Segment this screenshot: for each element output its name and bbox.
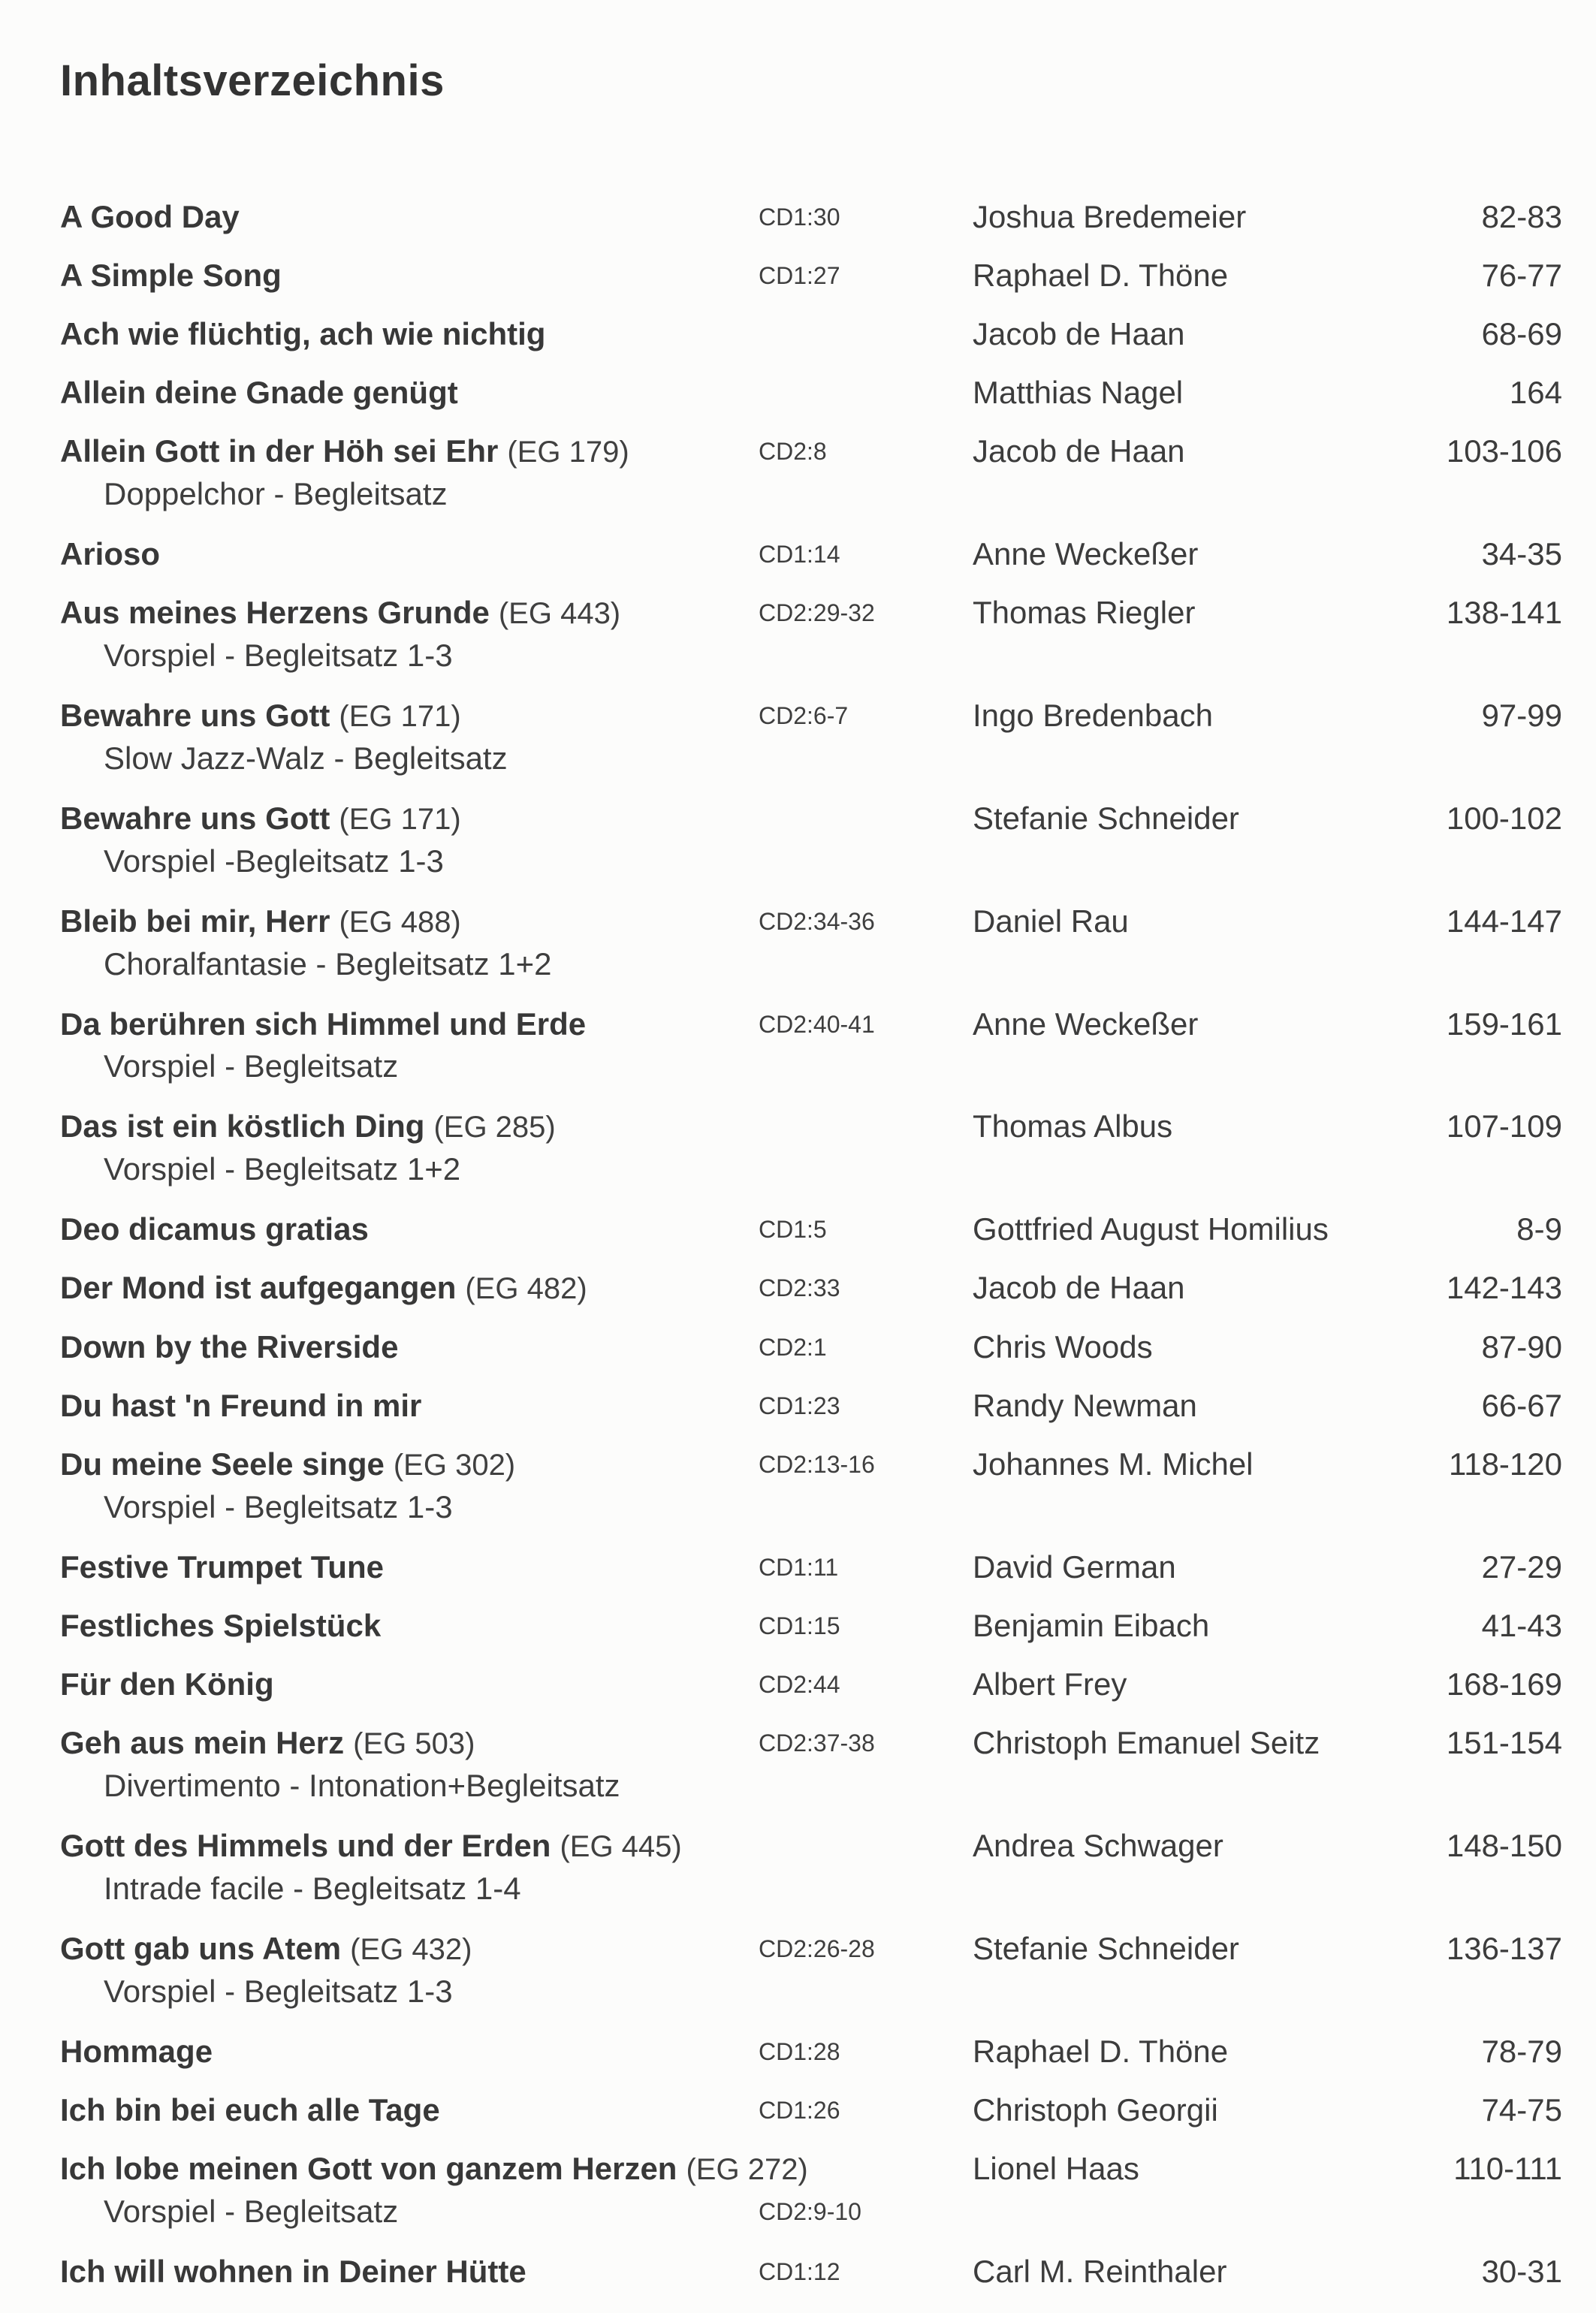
entry-composer: Stefanie Schneider xyxy=(973,801,1239,836)
entry-subtitle: Vorspiel - Begleitsatz 1-3 xyxy=(104,1489,453,1524)
entry-page-numbers: 110-111 xyxy=(1453,2151,1562,2186)
entry-main-line xyxy=(60,372,1562,413)
toc-entry xyxy=(60,2031,1562,2072)
entry-subtitle: Vorspiel - Begleitsatz xyxy=(104,1048,399,1084)
entry-main-line xyxy=(60,2090,1562,2131)
toc-entry xyxy=(60,1547,1562,1588)
entry-page-numbers: 148-150 xyxy=(1446,1828,1562,1863)
entry-page-numbers: 97-99 xyxy=(1481,698,1562,733)
entry-cd-ref: CD1:11 xyxy=(759,1554,839,1581)
entry-page-numbers: 138-141 xyxy=(1446,595,1562,630)
entry-subtitle: Doppelchor - Begleitsatz xyxy=(104,476,448,511)
entry-cd-ref: CD2:26-28 xyxy=(759,1935,875,1962)
entry-eg-number: (EG 482) xyxy=(465,1272,587,1305)
entry-main-line xyxy=(60,255,1562,296)
entry-cd-ref-subtitle: CD2:9-10 xyxy=(759,2198,861,2225)
entry-main-line xyxy=(60,901,1562,942)
entry-title: Allein Gott in der Höh sei Ehr xyxy=(60,433,499,469)
entry-page-numbers: 27-29 xyxy=(1481,1549,1562,1585)
entry-composer: Benjamin Eibach xyxy=(973,1608,1210,1643)
entry-cd-ref: CD2:8 xyxy=(759,438,827,465)
toc-entry xyxy=(60,901,1562,986)
entry-composer: Jacob de Haan xyxy=(973,1270,1185,1305)
entry-cd-ref: CD2:13-16 xyxy=(759,1451,875,1478)
entry-subtitle-line xyxy=(60,1045,1562,1088)
entry-composer: Daniel Rau xyxy=(973,903,1129,939)
entry-cd-ref: CD1:23 xyxy=(759,1392,840,1419)
entry-subtitle-line xyxy=(60,840,1562,883)
entry-cd-ref: CD1:14 xyxy=(759,541,840,568)
entry-main-line xyxy=(60,1004,1562,1045)
entry-title: Das ist ein köstlich Ding xyxy=(60,1108,425,1144)
entry-page-numbers: 107-109 xyxy=(1446,1108,1562,1144)
entry-page-numbers: 168-169 xyxy=(1446,1666,1562,1702)
entry-subtitle: Intrade facile - Begleitsatz 1-4 xyxy=(104,1871,521,1906)
entry-page-numbers: 144-147 xyxy=(1446,903,1562,939)
entry-eg-number: (EG 285) xyxy=(433,1111,556,1144)
entry-subtitle-line xyxy=(60,1970,1562,2013)
entry-page-numbers: 30-31 xyxy=(1481,2254,1562,2289)
entry-title: Geh aus mein Herz xyxy=(60,1725,345,1760)
entry-composer: Randy Newman xyxy=(973,1388,1197,1423)
entry-composer: Matthias Nagel xyxy=(973,375,1184,410)
entry-cd-ref: CD2:34-36 xyxy=(759,908,875,935)
entry-cd-ref: CD2:1 xyxy=(759,1334,827,1361)
entry-title: Bewahre uns Gott xyxy=(60,801,330,836)
entry-subtitle-line xyxy=(60,737,1562,780)
entry-main-line xyxy=(60,1386,1562,1426)
entry-page-numbers: 82-83 xyxy=(1481,199,1562,234)
entry-title: Bewahre uns Gott xyxy=(60,698,330,733)
entry-title: Aus meines Herzens Grunde xyxy=(60,595,490,630)
entry-eg-number: (EG 302) xyxy=(393,1449,516,1482)
entry-main-line xyxy=(60,1106,1562,1147)
toc-entry xyxy=(60,1444,1562,1529)
toc-entry xyxy=(60,1106,1562,1191)
entry-composer: Anne Weckeßer xyxy=(973,536,1199,571)
toc-entry xyxy=(60,431,1562,516)
entry-eg-number: (EG 488) xyxy=(339,906,461,939)
entry-cd-ref: CD2:29-32 xyxy=(759,599,875,626)
entry-main-line xyxy=(60,798,1562,840)
entry-title: Du meine Seele singe xyxy=(60,1446,385,1482)
toc-entry xyxy=(60,2251,1562,2292)
entry-subtitle: Vorspiel - Begleitsatz 1-3 xyxy=(104,638,453,673)
toc-entry xyxy=(60,1327,1562,1368)
entry-composer: Thomas Riegler xyxy=(973,595,1196,630)
toc-entry xyxy=(60,1268,1562,1309)
entry-composer: Joshua Bredemeier xyxy=(973,199,1247,234)
entry-title: Da berühren sich Himmel und Erde xyxy=(60,1006,587,1042)
toc-entry xyxy=(60,2090,1562,2131)
entry-main-line xyxy=(60,1268,1562,1309)
entry-page-numbers: 87-90 xyxy=(1481,1329,1562,1365)
entry-title: Ich bin bei euch alle Tage xyxy=(60,2092,440,2128)
entry-composer: Jacob de Haan xyxy=(973,433,1185,469)
entry-composer: Thomas Albus xyxy=(973,1108,1173,1144)
entry-main-line xyxy=(60,1327,1562,1368)
entry-composer: Carl M. Reinthaler xyxy=(973,2254,1227,2289)
entry-title: Allein deine Gnade genügt xyxy=(60,375,458,410)
entry-composer: Albert Frey xyxy=(973,1666,1127,1702)
entry-main-line xyxy=(60,2031,1562,2072)
entry-page-numbers: 142-143 xyxy=(1446,1270,1562,1305)
toc-entry xyxy=(60,1209,1562,1250)
entry-eg-number: (EG 503) xyxy=(353,1727,475,1760)
toc-entry xyxy=(60,798,1562,883)
entry-eg-number: (EG 179) xyxy=(507,436,629,469)
entry-subtitle: Slow Jazz-Walz - Begleitsatz xyxy=(104,740,508,776)
entry-eg-number: (EG 445) xyxy=(560,1830,682,1863)
entry-cd-ref: CD1:27 xyxy=(759,262,840,289)
entry-title: Ach wie flüchtig, ach wie nichtig xyxy=(60,316,546,351)
entry-composer: Johannes M. Michel xyxy=(973,1446,1254,1482)
toc-entry xyxy=(60,314,1562,354)
entry-cd-ref: CD1:28 xyxy=(759,2038,840,2065)
entry-title: A Good Day xyxy=(60,199,240,234)
entry-title: Ich lobe meinen Gott von ganzem Herzen xyxy=(60,2151,677,2186)
toc-entry xyxy=(60,1664,1562,1705)
entry-cd-ref: CD1:15 xyxy=(759,1612,840,1639)
entry-page-numbers: 76-77 xyxy=(1481,258,1562,293)
entry-page-numbers: 100-102 xyxy=(1446,801,1562,836)
entry-eg-number: (EG 171) xyxy=(339,803,461,836)
entry-composer: David German xyxy=(973,1549,1176,1585)
toc-entry xyxy=(60,593,1562,677)
entry-title: Hommage xyxy=(60,2034,213,2069)
entry-subtitle-line xyxy=(60,942,1562,986)
entry-title: Festliches Spielstück xyxy=(60,1608,382,1643)
entry-eg-number: (EG 432) xyxy=(350,1933,472,1966)
toc-entry xyxy=(60,1929,1562,2013)
toc-entry xyxy=(60,1004,1562,1088)
entry-page-numbers: 159-161 xyxy=(1446,1006,1562,1042)
entry-cd-ref: CD2:40-41 xyxy=(759,1011,875,1038)
entry-page-numbers: 68-69 xyxy=(1481,316,1562,351)
entry-page-numbers: 118-120 xyxy=(1448,1446,1562,1482)
entry-main-line xyxy=(60,1826,1562,1867)
entry-cd-ref: CD1:26 xyxy=(759,2097,840,2124)
entry-subtitle-line xyxy=(60,1764,1562,1808)
entry-main-line xyxy=(60,1547,1562,1588)
entry-main-line xyxy=(60,2251,1562,2292)
entry-page-numbers: 164 xyxy=(1509,375,1562,410)
entry-page-numbers: 8-9 xyxy=(1516,1211,1562,1247)
entry-main-line xyxy=(60,1209,1562,1250)
entry-title: Für den König xyxy=(60,1666,274,1702)
entry-main-line xyxy=(60,1664,1562,1705)
toc-entry xyxy=(60,2149,1562,2233)
entry-title: Ich will wohnen in Deiner Hütte xyxy=(60,2254,526,2289)
entry-main-line xyxy=(60,534,1562,574)
entry-cd-ref: CD2:33 xyxy=(759,1274,840,1301)
entry-subtitle: Vorspiel -Begleitsatz 1-3 xyxy=(104,843,444,879)
entry-eg-number: (EG 443) xyxy=(498,597,621,630)
entry-main-line xyxy=(60,314,1562,354)
entry-subtitle-line xyxy=(60,1867,1562,1910)
entry-subtitle: Choralfantasie - Begleitsatz 1+2 xyxy=(104,946,552,982)
entry-composer: Raphael D. Thöne xyxy=(973,258,1229,293)
entry-main-line xyxy=(60,1723,1562,1764)
entry-cd-ref: CD2:44 xyxy=(759,1671,840,1698)
entry-composer: Christoph Georgii xyxy=(973,2092,1218,2128)
entry-eg-number: (EG 171) xyxy=(339,700,461,733)
entry-page-numbers: 41-43 xyxy=(1481,1608,1562,1643)
entry-title: Down by the Riverside xyxy=(60,1329,399,1365)
entry-title: Der Mond ist aufgegangen xyxy=(60,1270,457,1305)
entry-eg-number: (EG 272) xyxy=(686,2153,808,2186)
entry-composer: Anne Weckeßer xyxy=(973,1006,1199,1042)
entry-title: Festive Trumpet Tune xyxy=(60,1549,384,1585)
entry-composer: Ingo Bredenbach xyxy=(973,698,1213,733)
entry-title: A Simple Song xyxy=(60,258,282,293)
toc-entries xyxy=(60,197,1562,2292)
toc-entry xyxy=(60,534,1562,574)
entry-main-line xyxy=(60,1606,1562,1646)
toc-entry xyxy=(60,1606,1562,1646)
entry-main-line xyxy=(60,1444,1562,1485)
entry-composer: Andrea Schwager xyxy=(973,1828,1223,1863)
entry-main-line xyxy=(60,431,1562,472)
entry-page-numbers: 34-35 xyxy=(1481,536,1562,571)
entry-cd-ref: CD1:30 xyxy=(759,204,840,231)
entry-subtitle-line xyxy=(60,1147,1562,1191)
entry-subtitle-line xyxy=(60,1485,1562,1529)
entry-title: Deo dicamus gratias xyxy=(60,1211,369,1247)
entry-page-numbers: 74-75 xyxy=(1481,2092,1562,2128)
toc-entry xyxy=(60,197,1562,237)
toc-entry xyxy=(60,372,1562,413)
entry-page-numbers: 103-106 xyxy=(1446,433,1562,469)
entry-title: Du hast 'n Freund in mir xyxy=(60,1388,422,1423)
page-title: Inhaltsverzeichnis xyxy=(60,56,445,105)
entry-subtitle: Vorspiel - Begleitsatz 1-3 xyxy=(104,1974,453,2009)
entry-main-line xyxy=(60,1929,1562,1970)
toc-entry xyxy=(60,1386,1562,1426)
entry-composer: Chris Woods xyxy=(973,1329,1153,1365)
entry-title: Arioso xyxy=(60,536,161,571)
entry-title: Gott des Himmels und der Erden xyxy=(60,1828,551,1863)
entry-cd-ref: CD2:6-7 xyxy=(759,702,849,729)
entry-subtitle: Vorspiel - Begleitsatz 1+2 xyxy=(104,1151,461,1187)
entry-title: Bleib bei mir, Herr xyxy=(60,903,330,939)
entry-title: Gott gab uns Atem xyxy=(60,1931,342,1966)
entry-subtitle-line xyxy=(60,2190,1562,2233)
toc-entry xyxy=(60,255,1562,296)
entry-composer: Gottfried August Homilius xyxy=(973,1211,1329,1247)
entry-cd-ref: CD1:5 xyxy=(759,1216,827,1243)
entry-main-line xyxy=(60,2149,1562,2190)
toc-entry xyxy=(60,1723,1562,1808)
entry-composer: Lionel Haas xyxy=(973,2151,1139,2186)
entry-subtitle-line xyxy=(60,472,1562,516)
entry-page-numbers: 136-137 xyxy=(1446,1931,1562,1966)
entry-subtitle-line xyxy=(60,634,1562,677)
entry-page-numbers: 151-154 xyxy=(1446,1725,1562,1760)
entry-composer: Stefanie Schneider xyxy=(973,1931,1239,1966)
entry-cd-ref: CD1:12 xyxy=(759,2258,840,2285)
entry-subtitle: Divertimento - Intonation+Begleitsatz xyxy=(104,1768,620,1803)
entry-page-numbers: 78-79 xyxy=(1481,2034,1562,2069)
entry-composer: Jacob de Haan xyxy=(973,316,1185,351)
entry-main-line xyxy=(60,695,1562,737)
entry-main-line xyxy=(60,197,1562,237)
toc-entry xyxy=(60,695,1562,780)
entry-cd-ref: CD2:37-38 xyxy=(759,1729,875,1757)
entry-composer: Christoph Emanuel Seitz xyxy=(973,1725,1320,1760)
entry-page-numbers: 66-67 xyxy=(1481,1388,1562,1423)
entry-composer: Raphael D. Thöne xyxy=(973,2034,1229,2069)
entry-main-line xyxy=(60,593,1562,634)
entry-subtitle: Vorspiel - Begleitsatz xyxy=(104,2194,399,2229)
toc-entry xyxy=(60,1826,1562,1910)
